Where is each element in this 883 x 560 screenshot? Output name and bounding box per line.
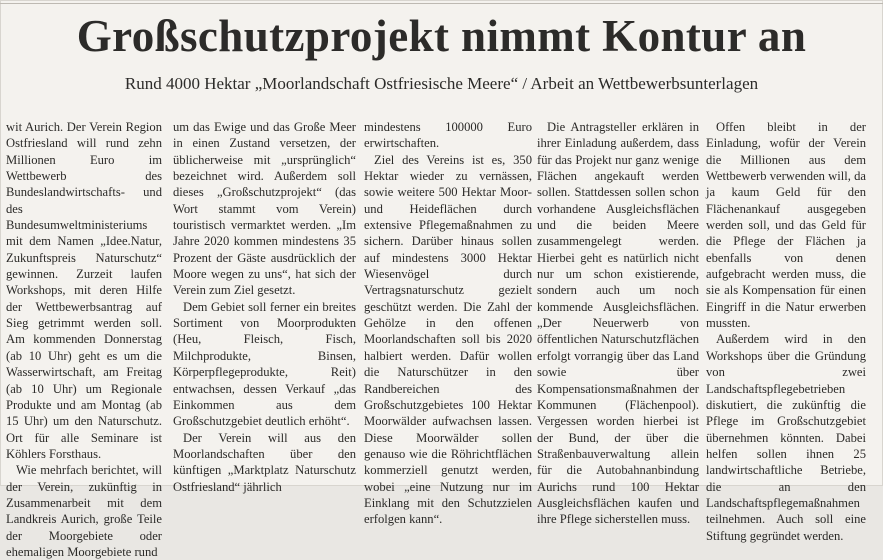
- headline: Großschutzprojekt nimmt Kontur an: [76, 11, 807, 61]
- paragraph: mindestens 100000 Euro erwirtschaften.: [364, 120, 532, 151]
- paragraph: Ziel des Vereins ist es, 350 Hektar wieder zu vernässen, sowie weitere 500 Hektar Moor- und Heideflächen durch extensive Pflegemaßnahmen zu sichern. Darüber hinaus sollen auf mindestens 3000 Hektar Wiesenvögel durch Vertragsnaturschutz gezielt geschützt werden. Die Zahl der Gehölze in den offenen Moorlandschaften soll bis 2020 halbiert werden. Dafür wollen die Naturschützer in den Randbereichen des Großschutzgebietes 100 Hektar Moorwälder aufwachsen lassen. Diese Moorwälder sollen genauso wie die Röhrichtflächen kommerziell genutzt werden, wobei „eine Nutzung nur im Einklang mit den Schutzzielen erfolgen kann“.: [364, 152, 532, 527]
- article-column-5: [706, 119, 866, 544]
- article-column-3: [364, 119, 532, 528]
- subheadline: Rund 4000 Hektar „Moorlandschaft Ostfriesische Meere“ / Arbeit an Wettbewerbsunterlagen: [124, 74, 759, 93]
- paragraph: Dem Gebiet soll ferner ein breites Sortiment von Moorprodukten (Heu, Fleisch, Fisch, Milchprodukte, Binsen, Körperpflegeprodukte, Reit) entwachsen, dessen Verkauf „das Einkommen aus dem Großschutzgebiet deutlich erhöht“.: [173, 299, 356, 429]
- paragraph: Wie mehrfach berichtet, will der Verein, zukünftig in Zusammenarbeit mit dem Landkreis Aurich, große Teile der Moorgebiete oder ehemaligen Moorgebiete rund: [6, 463, 162, 559]
- paragraph: Der Verein will aus den Moorlandschaften über den künftigen „Marktplatz Naturschutz Ostfriesland“ jährlich: [173, 430, 356, 494]
- paragraph: Offen bleibt in der Einladung, wofür der Verein die Millionen aus dem Wettbewerb verwenden will, da ja kaum Geld für den Flächenankauf ausgegeben werden soll, und das Geld für die Pflege der Flächen ja ebenfalls von denen aufgebracht werden muss, die sie als Kompensation für einen Eingriff in die Natur erwerben mussten.: [706, 120, 866, 331]
- article-column-4: [537, 119, 699, 528]
- paragraph: um das Ewige und das Große Meer in einen Zustand versetzen, der üblicherweise mit „ursprünglich“ bezeichnet wird. Außerdem soll dieses „Großschutzprojekt“ (das Wort stammt vom Verein) touristisch vermarktet werden. „Im Jahre 2020 kommen mindestens 35 Prozent der Gäste ausdrücklich der Moore wegen zu uns“, hat sich der Verein zum Ziel gesetzt.: [173, 120, 356, 298]
- paragraph: Außerdem wird in den Workshops über die Gründung von zwei Landschaftspflegebetrieben diskutiert, die zukünftig die Pflege im Großschutzgebiet übernehmen könnten. Dabei helfen sollen ihnen 25 landwirtschaftliche Betriebe, die an den Landschaftspflegemaßnahmen teilnehmen. Auch soll eine Stiftung gegründet werden.: [706, 332, 866, 543]
- paragraph: wit Aurich. Der Verein Region Ostfriesland will rund zehn Millionen Euro im Wettbewerb des Bundeslandwirtschafts- und des Bundesumweltministeriums mit dem Namen „Idee.Natur, Zukunftspreis Naturschutz“ gewinnen. Zurzeit laufen Workshops, mit deren Hilfe der Wettbewerbsantrag auf Sieg getrimmt werden soll. Am kommenden Donnerstag (ab 10 Uhr) geht es um die Wasserwirtschaft, am Freitag (ab 10 Uhr) um Regionale Produkte und am Montag (ab 15 Uhr) um den Naturschutz. Ort für alle Seminare ist Köhlers Forsthaus.: [6, 120, 162, 461]
- article-column-1: [6, 119, 162, 560]
- top-border: [0, 3, 883, 4]
- article-column-2: [173, 119, 356, 495]
- paragraph: Die Antragsteller erklären in ihrer Einladung außerdem, dass für das Projekt nur ganz wenige Flächen angekauft werden sollen. Stattdessen sollen schon vorhandene Ausgleichsflächen und die beiden Meere zusammengelegt werden. Hierbei geht es natürlich nicht nur um schon existierende, sondern auch um noch kommende Ausgleichsflächen. „Der Neuerwerb von öffentlichen Naturschutzflächen erfolgt vorrangig über das Land sowie über Kompensationsmaßnahmen der Kommunen (Flächenpool). Vergessen worden hierbei ist der Bund, der über die Straßenbauverwaltung allein für die Autobahnanbindung Aurichs rund 100 Hektar Ausgleichsflächen kaufen und ihre Pflege sicherstellen muss.: [537, 120, 699, 527]
